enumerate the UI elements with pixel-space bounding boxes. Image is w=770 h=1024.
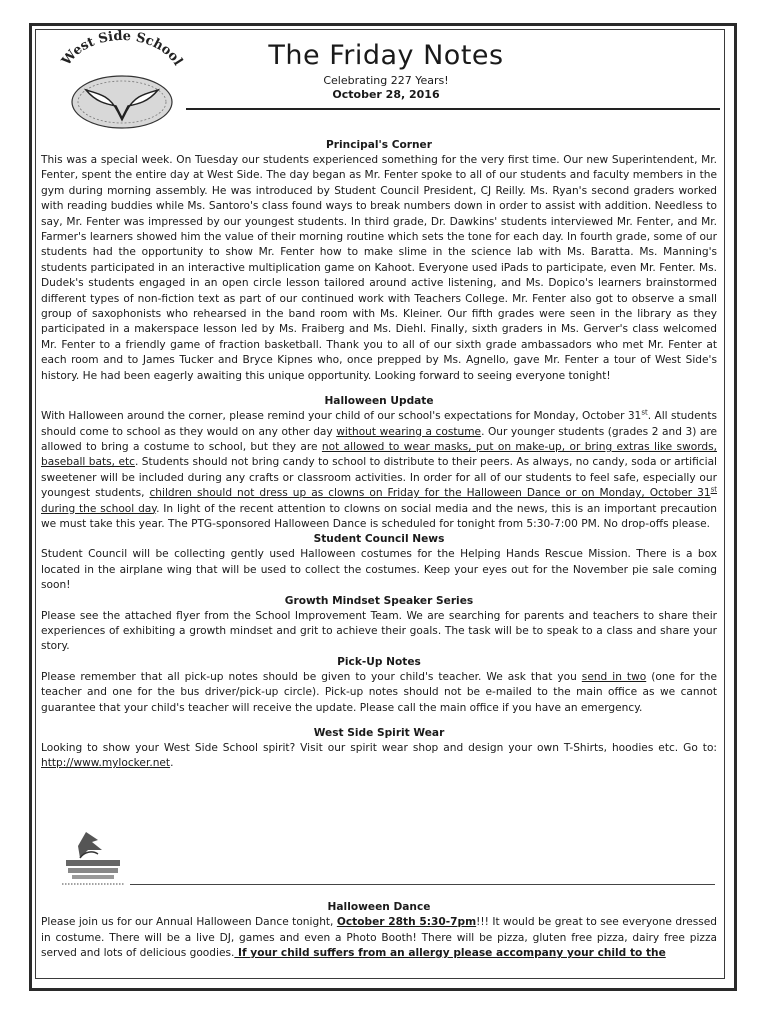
- masthead: [236, 40, 536, 101]
- halloween-heading: Halloween Update: [324, 395, 434, 408]
- halloween-text: With Halloween around the corner, please remind your child of our school's expectations for Monday, October 31st. All students should come to school as they would on any other day without wearing a costume. Our younger students (grades 2 and 3) are allowed to bring a costume to school, but they are not allowed to wear masks, put on make-up, or bring extras like swords, baseball bats, etc. Students should not bring candy to school to distribute to their peers. As always, no candy, soda or artificial sweetener will be included during any crafts or classroom activities. In order for all of our students to feel safe, especially our youngest students, children should not dress up as clowns on Friday for the Halloween Dance or on Monday, October 31st during the school day. In light of the recent attention to clowns on social media and the news, this is an important precaution we must take this year. The PTG-sponsored Halloween Dance is scheduled for tonight from 5:30-7:00 PM. No drop-offs please.: [41, 408, 718, 530]
- pickup-text: Please remember that all pick-up notes should be given to your child's teacher. We ask that you send in two (one for the teacher and one for the bus driver/pick-up circle). Pick-up notes should not be e-mailed to the main office as we cannot guarantee that your child's teacher will receive the update. Please call the main office if you have an emergency.: [41, 670, 717, 714]
- newsletter-body: [41, 138, 717, 772]
- mindset-text: Please see the attached flyer from the School Improvement Team. We are searching for parents and teachers to share their experiences of exhibiting a growth mindset and grit to achieve their goals. The task will be to speak to a class and share your story.: [41, 609, 717, 653]
- dance-heading: Halloween Dance: [327, 901, 431, 913]
- logo-text: West Side School: [59, 30, 186, 69]
- whale-tail-logo-icon: [52, 30, 192, 130]
- pickup-heading: Pick-Up Notes: [337, 655, 421, 668]
- spirit-heading: West Side Spirit Wear: [313, 727, 445, 739]
- mindset-heading: Growth Mindset Speaker Series: [284, 594, 474, 607]
- newsletter-title: The Friday Notes: [268, 40, 504, 71]
- principal-text: This was a special week. On Tuesday our students experienced something for the very first time. Our new Superintendent, Mr. Fenter, spent the entire day at West Side. The day began as Mr. Fenter spoke to all of our students and faculty members in the gym during morning assembly. He was introduced by Student Council President, CJ Reilly. Ms. Ryan's second graders worked with reading buddies while Ms. Santoro's class found ways to break numbers down in order to assist with addition. Needless to say, Mr. Fenter was impressed by our youngest students. In third grade, Dr. Dawkins' students interviewed Mr. Fenter, and Mr. Farmer's learners showed him the value of their morning routine which sets the tone for each day. In fourth grade, some of our students had the opportunity to show Mr. Fenter how to make slime in the science lab with Ms. Baratta. Ms. Manning's students participated in an interactive multiplication game on Kahoot. Everyone used iPads to participate, even Mr. Fenter. Ms. Dudek's students engaged in an open circle lesson tailored around active listening, and Ms. Dopico's learners brainstormed different types of non-fiction text as part of our continued work with Teachers College. Mr. Fenter also got to observe a small group of saxophonists who rehearsed in the band room with Ms. Kleiner. Our fifth grades were seen in the library as they participated in a makerspace lesson led by Ms. Fraiberg and Ms. Diehl. Finally, sixth graders in Ms. Gerver's class welcomed Mr. Fenter to a friendly game of fraction basketball. Thank you to all of our sixth grade ambassadors who met Mr. Fenter at each room and to James Tucker and Bryce Kipnes who, once prepped by Ms. Agnello, gave Mr. Fenter a tour of West Side's history. He had been eagerly awaiting this unique opportunity. Looking forward to seeing everyone tonight!: [41, 154, 717, 382]
- svg-text:West Side School: [59, 30, 186, 69]
- section-divider: [130, 884, 715, 885]
- dance-text: Please join us for our Annual Halloween Dance tonight, October 28th 5:30-7pm!!! It would be great to see everyone dressed in costume. There will be a live DJ, games and even a Photo Booth! There will be pizza, gluten free pizza, dairy free pizza served and lots of delicious goodies. If your child suffers from an allergy please accompany your child to the: [41, 916, 717, 960]
- spirit-text: Looking to show your West Side School spirit? Visit our spirit wear shop and design your own T-Shirts, hoodies etc. Go to: http://www.mylocker.net.: [41, 742, 717, 770]
- spirit-wear-link[interactable]: http://www.mylocker.net: [41, 757, 171, 770]
- council-text: Student Council will be collecting gently used Halloween costumes for the Helping Hands Rescue Mission. There is a box located in the airplane wing that will be used to collect the costumes. Keep your eyes out for the November pie sale coming soon!: [41, 548, 717, 592]
- council-heading: Student Council News: [313, 533, 445, 546]
- dance-section: [41, 900, 717, 962]
- header-rule: [186, 108, 720, 110]
- eagle-spirit-logo-icon: [58, 828, 128, 890]
- newsletter-subtitle: Celebrating 227 Years!: [323, 74, 449, 87]
- newsletter-date: October 28, 2016: [332, 88, 440, 101]
- principal-heading: Principal's Corner: [326, 139, 432, 151]
